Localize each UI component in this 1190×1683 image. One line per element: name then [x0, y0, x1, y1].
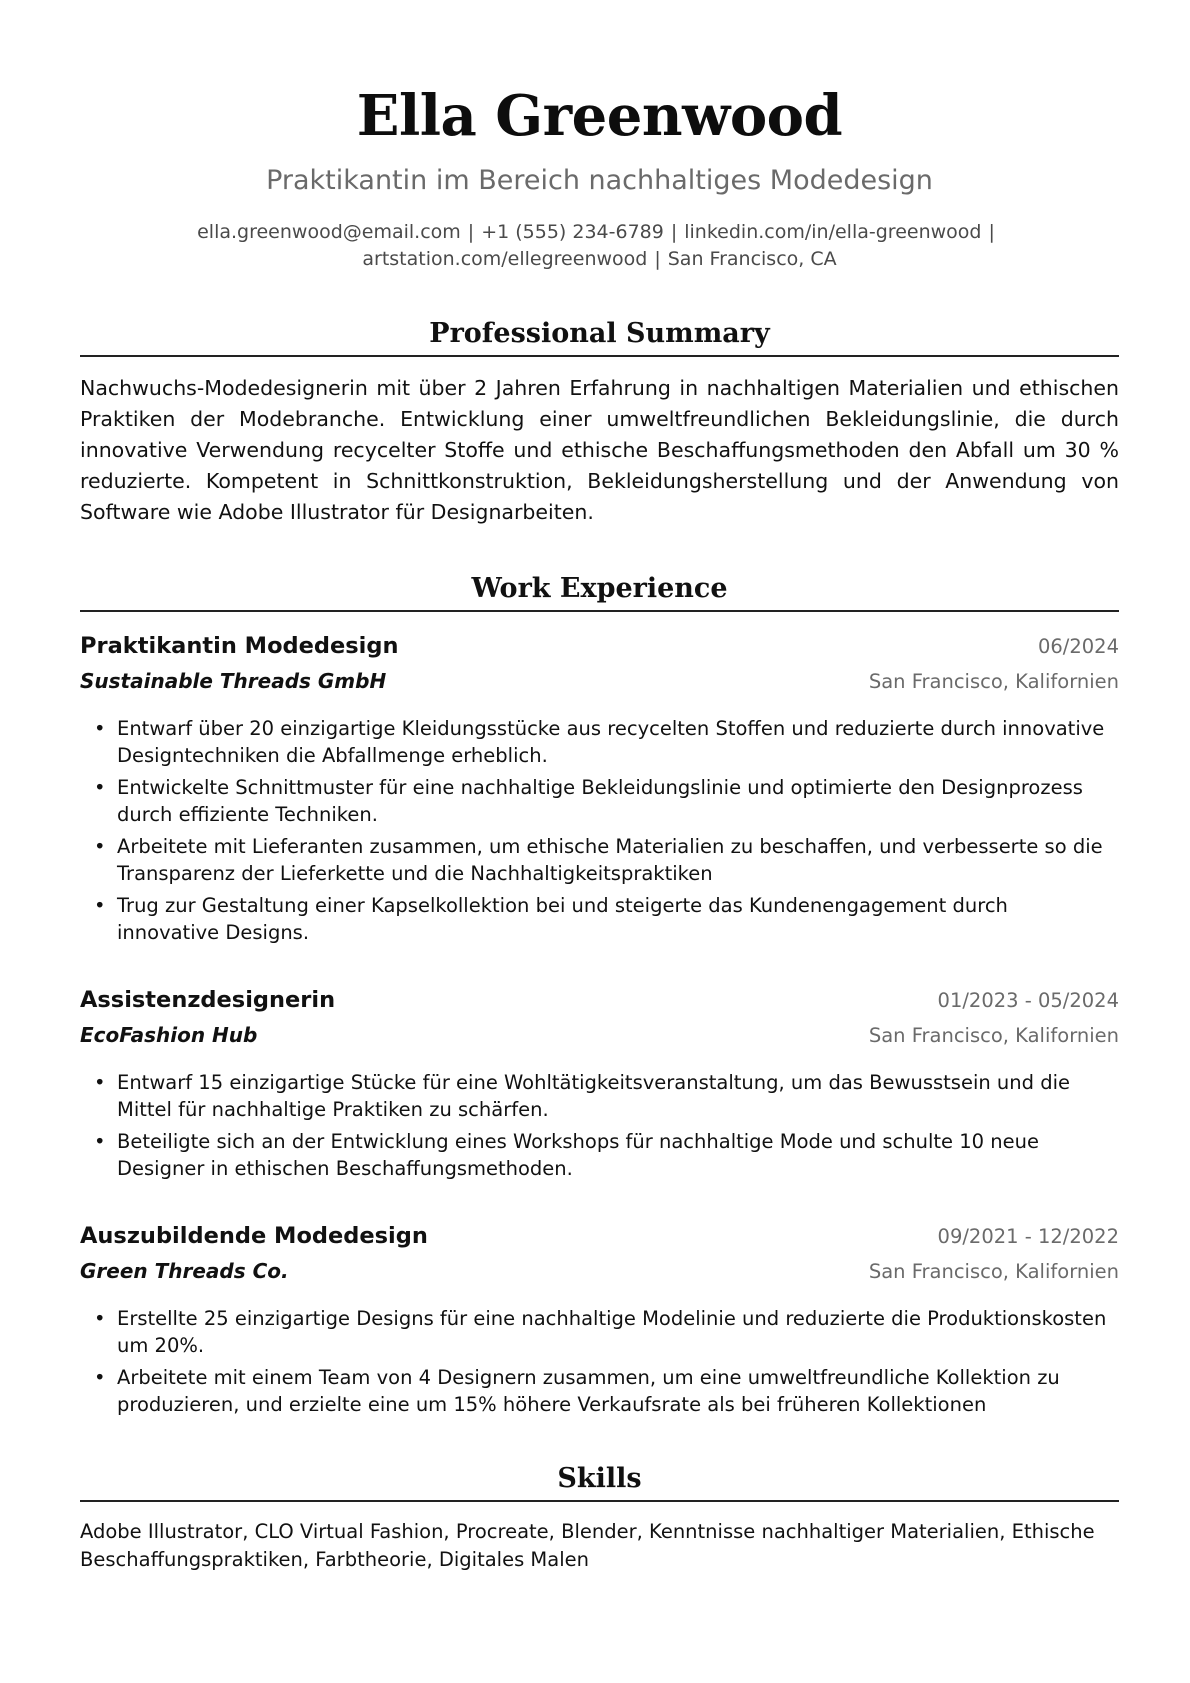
- candidate-title: Praktikantin im Bereich nachhaltiges Modedesign: [266, 165, 933, 196]
- job-role: Praktikantin Modedesign: [80, 633, 399, 659]
- job-bullets: [80, 1306, 1119, 1418]
- job-date: 06/2024: [1037, 635, 1119, 658]
- summary-text: Nachwuchs-Modedesignerin mit über 2 Jahren Erfahrung in nachhaltigen Materialien und ethischen Praktiken der Modebranche. Entwicklung einer umweltfreundlichen Bekleidungslinie, die durch innovative Verwendung recycelter Stoffe und ethische Beschaffungsmethoden den Abfall um 30 % reduzierte. Kompetent in Schnittkonstruktion, Bekleidungsherstellung und der Anwendung von Software wie Adobe Illustrator für Designarbeiten.: [80, 376, 1119, 524]
- bullet-text: Entwarf 15 einzigartige Stücke für eine Wohltätigkeitsveranstaltung, um das Bewusstsein und die Mittel für nachhaltige Praktiken zu schärfen.: [117, 1071, 1071, 1121]
- summary-heading: Professional Summary: [80, 317, 1119, 357]
- contact-portfolio[interactable]: artstation.com/ellegreenwood: [362, 248, 648, 270]
- bullet-icon: •: [94, 1307, 106, 1330]
- bullet-icon: •: [94, 835, 106, 858]
- bullet-item: [80, 893, 1119, 946]
- job-entry: [80, 630, 1119, 946]
- contact-separator: |: [670, 221, 678, 243]
- bullet-icon: •: [94, 776, 106, 799]
- job-role: Assistenzdesignerin: [80, 987, 336, 1013]
- job-company: Green Threads Co.: [80, 1259, 289, 1283]
- bullet-item: [80, 775, 1119, 828]
- skills-text: Adobe Illustrator, CLO Virtual Fashion, Procreate, Blender, Kenntnisse nachhaltiger Materialien, Ethische Beschaffungspraktiken, Farbtheorie, Digitales Malen: [80, 1520, 1095, 1571]
- job-entry: [80, 1220, 1119, 1418]
- bullet-item: [80, 1129, 1119, 1182]
- bullet-item: [80, 716, 1119, 769]
- skills-section: [80, 1462, 1119, 1574]
- contact-separator: |: [467, 221, 475, 243]
- bullet-icon: •: [94, 894, 106, 917]
- summary-section: [80, 317, 1119, 528]
- job-location: San Francisco, Kalifornien: [868, 1024, 1119, 1047]
- bullet-icon: •: [94, 1130, 106, 1153]
- bullet-text: Arbeitete mit Lieferanten zusammen, um ethische Materialien zu beschaffen, und verbesserte so die Transparenz der Lieferkette und die Nachhaltigkeitspraktiken: [117, 835, 1103, 885]
- job-bullets: [80, 1070, 1119, 1182]
- job-company: Sustainable Threads GmbH: [80, 669, 387, 693]
- experience-section: [80, 572, 1119, 1418]
- candidate-name: Ella Greenwood: [356, 83, 843, 149]
- job-location: San Francisco, Kalifornien: [868, 670, 1119, 693]
- bullet-text: Entwarf über 20 einzigartige Kleidungsstücke aus recycelten Stoffen und reduzierte durch innovative Designtechniken die Abfallmenge erheblich.: [117, 717, 1105, 767]
- bullet-text: Entwickelte Schnittmuster für eine nachhaltige Bekleidungslinie und optimierte den Designprozess durch effiziente Techniken.: [117, 776, 1083, 826]
- job-date: 09/2021 - 12/2022: [937, 1225, 1119, 1248]
- bullet-icon: •: [94, 717, 106, 740]
- bullet-text: Erstellte 25 einzigartige Designs für eine nachhaltige Modelinie und reduzierte die Produktionskosten um 20%.: [117, 1307, 1107, 1357]
- skills-heading: Skills: [80, 1462, 1119, 1502]
- bullet-item: [80, 1365, 1119, 1418]
- resume-page: [80, 0, 1119, 1574]
- bullet-item: [80, 834, 1119, 887]
- bullet-text: Beteiligte sich an der Entwicklung eines Workshops für nachhaltige Mode und schulte 10 neue Designer in ethischen Beschaffungsmethoden.: [117, 1130, 1039, 1180]
- contact-email[interactable]: ella.greenwood@email.com: [197, 221, 461, 243]
- job-role: Auszubildende Modedesign: [80, 1223, 428, 1249]
- contact-separator: |: [654, 248, 661, 270]
- contact-linkedin[interactable]: linkedin.com/in/ella-greenwood: [684, 221, 982, 243]
- job-bullets: [80, 716, 1119, 946]
- contact-line: [120, 219, 1080, 273]
- bullet-icon: •: [94, 1071, 106, 1094]
- bullet-item: [80, 1306, 1119, 1359]
- job-location: San Francisco, Kalifornien: [868, 1260, 1119, 1283]
- bullet-item: [80, 1070, 1119, 1123]
- bullet-text: Arbeitete mit einem Team von 4 Designern zusammen, um eine umweltfreundliche Kollektion zu produzieren, und erzielte eine um 15% höhere Verkaufsrate als bei früheren Kollektionen: [117, 1366, 1060, 1416]
- contact-phone[interactable]: +1 (555) 234-6789: [481, 221, 664, 243]
- contact-location: San Francisco, CA: [667, 248, 837, 270]
- job-company: EcoFashion Hub: [80, 1023, 258, 1047]
- job-entry: [80, 984, 1119, 1182]
- bullet-text: Trug zur Gestaltung einer Kapselkollektion bei und steigerte das Kundenengagement durch innovative Designs.: [117, 894, 1008, 944]
- job-date: 01/2023 - 05/2024: [937, 989, 1119, 1012]
- contact-separator: |: [988, 221, 995, 243]
- resume-header: [80, 0, 1119, 273]
- bullet-icon: •: [94, 1366, 106, 1389]
- experience-heading: Work Experience: [80, 572, 1119, 612]
